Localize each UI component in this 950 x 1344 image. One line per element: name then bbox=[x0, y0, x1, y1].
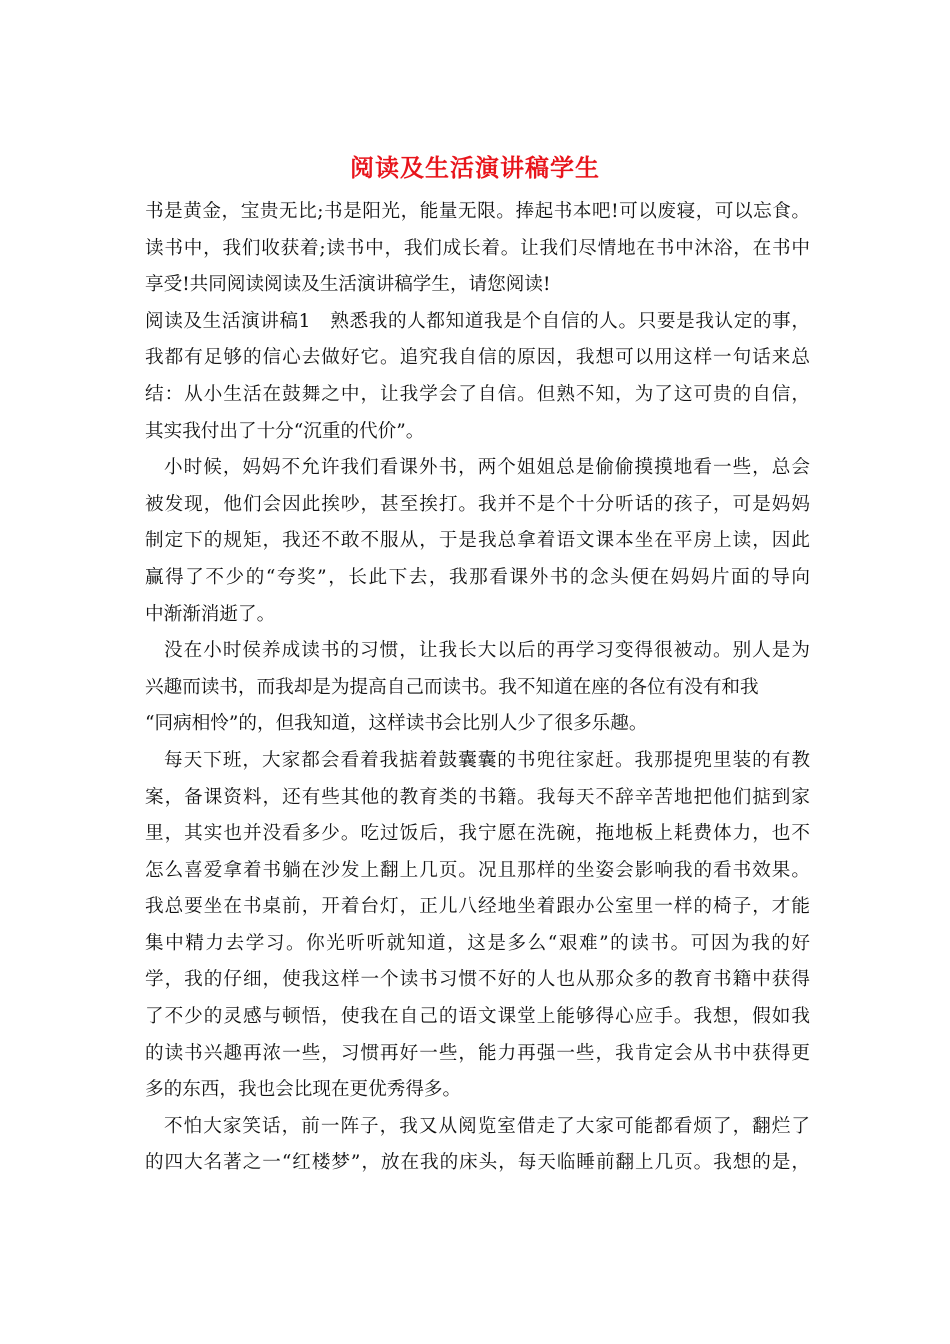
text-line: 我都有足够的信心去做好它。追究我自信的原因，我想可以用这样一句话来总 bbox=[145, 347, 810, 369]
text-line: 怎么喜爱拿着书躺在沙发上翻上几页。况且那样的坐姿会影响我的看书效果。 bbox=[145, 859, 810, 881]
text-line: 享受!共同阅读阅读及生活演讲稿学生，请您阅读! bbox=[145, 274, 551, 296]
text-line: 的四大名著之一“红楼梦”，放在我的床头，每天临睡前翻上几页。我想的是， bbox=[145, 1152, 810, 1174]
text-line: 多的东西，我也会比现在更优秀得多。 bbox=[145, 1079, 462, 1101]
text-line: 集中精力去学习。你光听听就知道，这是多么“艰难”的读书。可因为我的好 bbox=[145, 932, 810, 954]
text-line: 结：从小生活在鼓舞之中，让我学会了自信。但熟不知，为了这可贵的自信， bbox=[145, 383, 810, 405]
text-line: “同病相怜”的，但我知道，这样读书会比别人少了很多乐趣。 bbox=[145, 713, 648, 735]
text-line: 没在小时侯养成读书的习惯，让我长大以后的再学习变得很被动。别人是为 bbox=[164, 640, 810, 662]
text-line: 不怕大家笑话，前一阵子，我又从阅览室借走了大家可能都看烦了，翻烂了 bbox=[164, 1115, 810, 1137]
document-title: 阅读及生活演讲稿学生 bbox=[350, 153, 600, 182]
text-line: 赢得了不少的“夸奖”，长此下去，我那看课外书的念头便在妈妈片面的导向 bbox=[145, 566, 810, 588]
text-line: 里，其实也并没看多少。吃过饭后，我宁愿在洗碗，拖地板上耗费体力，也不 bbox=[145, 823, 810, 845]
text-line: 其实我付出了十分“沉重的代价”。 bbox=[145, 420, 425, 442]
text-line: 案，备课资料，还有些其他的教育类的书籍。我每天不辞辛苦地把他们掂到家 bbox=[145, 786, 810, 808]
text-line: 每天下班，大家都会看着我掂着鼓囊囊的书兜往家赶。我那提兜里装的有教 bbox=[164, 749, 810, 771]
text-line: 小时候，妈妈不允许我们看课外书，两个姐姐总是偷偷摸摸地看一些，总会 bbox=[164, 457, 810, 479]
text-line: 学，我的仔细，使我这样一个读书习惯不好的人也从那众多的教育书籍中获得 bbox=[145, 969, 810, 991]
text-line: 被发现，他们会因此挨吵，甚至挨打。我并不是个十分听话的孩子，可是妈妈 bbox=[145, 493, 810, 515]
text-line: 了不少的灵感与顿悟，使我在自己的语文课堂上能够得心应手。我想，假如我 bbox=[145, 1006, 810, 1028]
text-line: 阅读及生活演讲稿1 熟悉我的人都知道我是个自信的人。只要是我认定的事， bbox=[145, 310, 810, 332]
text-line: 书是黄金，宝贵无比;书是阳光，能量无限。捧起书本吧!可以废寝，可以忘食。 bbox=[145, 201, 810, 222]
text-line: 读书中，我们收获着;读书中，我们成长着。让我们尽情地在书中沐浴，在书中 bbox=[145, 237, 810, 259]
text-line: 中渐渐消逝了。 bbox=[145, 603, 276, 625]
text-line: 我总要坐在书桌前，开着台灯，正儿八经地坐着跟办公室里一样的椅子，才能 bbox=[145, 896, 810, 918]
document-body bbox=[145, 194, 810, 1182]
text-line: 的读书兴趣再浓一些，习惯再好一些，能力再强一些，我肯定会从书中获得更 bbox=[145, 1042, 810, 1064]
text-line: 兴趣而读书，而我却是为提高自己而读书。我不知道在座的各位有没有和我 bbox=[145, 676, 759, 698]
text-line: 制定下的规矩，我还不敢不服从，于是我总拿着语文课本坐在平房上读，因此 bbox=[145, 530, 810, 552]
